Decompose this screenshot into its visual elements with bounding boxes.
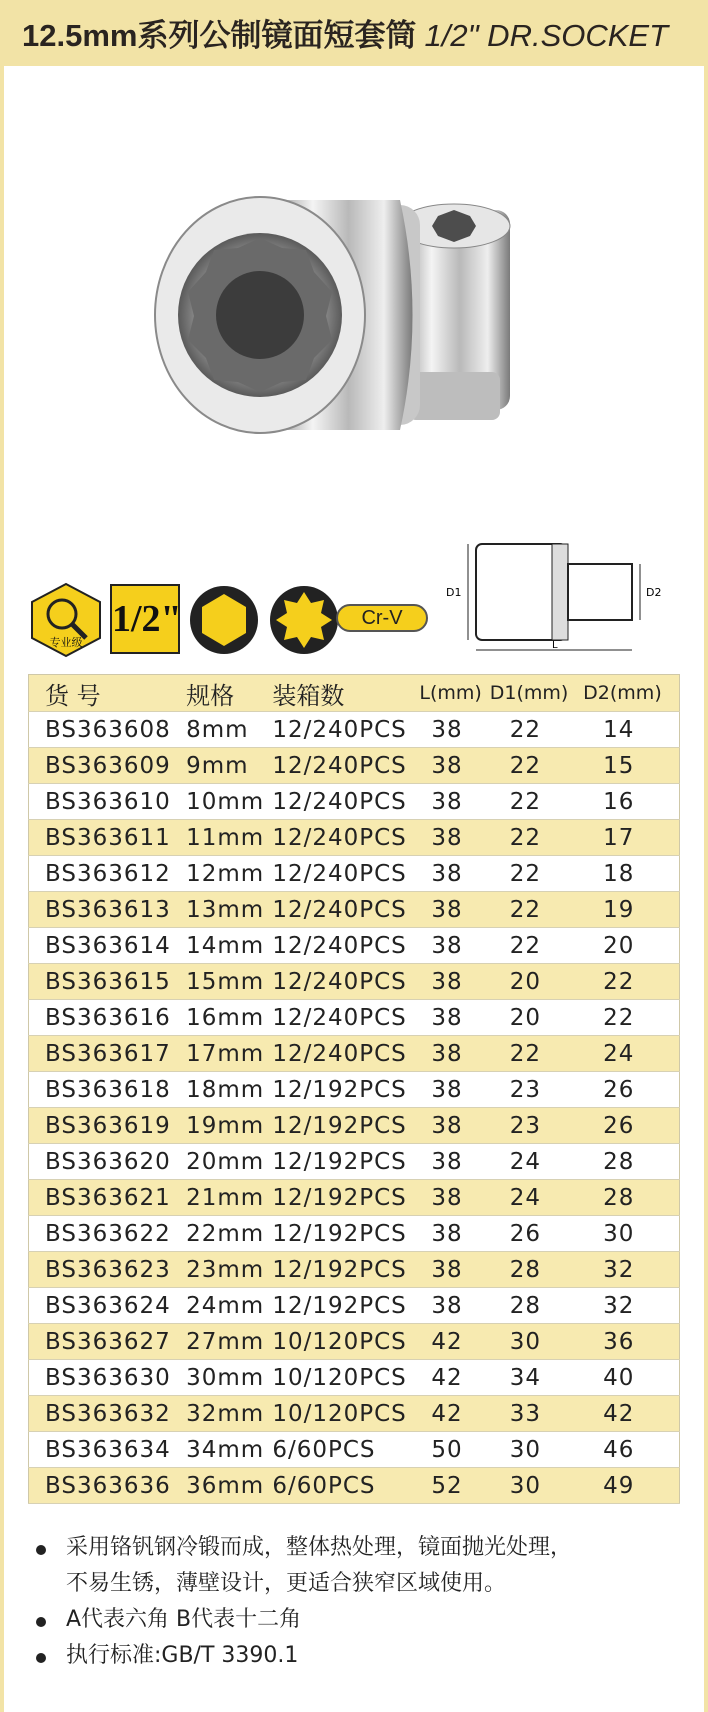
cell-packing: 12/240PCS xyxy=(272,856,419,892)
header-band xyxy=(0,0,708,66)
cell-d2: 18 xyxy=(583,856,679,892)
diagram-d2-label: D2 xyxy=(646,586,662,599)
col-header-d1: D1(mm) xyxy=(490,675,583,712)
cell-size: 36mm xyxy=(186,1468,272,1504)
cell-d2: 15 xyxy=(583,748,679,784)
cell-part-no: BS363627 xyxy=(29,1324,187,1360)
cell-l: 38 xyxy=(419,1072,489,1108)
cell-part-no: BS363617 xyxy=(29,1036,187,1072)
note-text: 执行标准:GB/T 3390.1 xyxy=(66,1643,299,1668)
table-header-row xyxy=(29,675,680,712)
table-row xyxy=(29,1180,680,1216)
cell-part-no: BS363615 xyxy=(29,964,187,1000)
cell-l: 38 xyxy=(419,1000,489,1036)
cell-l: 38 xyxy=(419,712,489,748)
cell-d2: 49 xyxy=(583,1468,679,1504)
cell-part-no: BS363614 xyxy=(29,928,187,964)
cell-size: 11mm xyxy=(186,820,272,856)
cell-d2: 16 xyxy=(583,784,679,820)
cell-part-no: BS363624 xyxy=(29,1288,187,1324)
cell-part-no: BS363613 xyxy=(29,892,187,928)
cell-size: 9mm xyxy=(186,748,272,784)
cell-d1: 22 xyxy=(490,892,583,928)
cell-part-no: BS363608 xyxy=(29,712,187,748)
note-text-continued: 不易生锈，薄壁设计，更适合狭窄区域使用。 xyxy=(66,1571,507,1596)
table-row xyxy=(29,1216,680,1252)
cell-packing: 12/240PCS xyxy=(272,712,419,748)
cell-packing: 12/240PCS xyxy=(272,748,419,784)
note-item xyxy=(36,1638,686,1674)
cell-size: 19mm xyxy=(186,1108,272,1144)
cell-l: 38 xyxy=(419,1180,489,1216)
bullet-icon xyxy=(36,1653,46,1663)
cell-part-no: BS363636 xyxy=(29,1468,187,1504)
small-socket-knurl xyxy=(408,372,500,420)
cell-size: 12mm xyxy=(186,856,272,892)
cell-size: 32mm xyxy=(186,1396,272,1432)
title-en: 1/2" DR.SOCKET xyxy=(424,18,669,53)
table-row xyxy=(29,748,680,784)
cell-size: 27mm xyxy=(186,1324,272,1360)
cell-d1: 23 xyxy=(490,1072,583,1108)
cell-l: 38 xyxy=(419,1216,489,1252)
cell-size: 21mm xyxy=(186,1180,272,1216)
cell-packing: 12/240PCS xyxy=(272,1000,419,1036)
cell-d2: 30 xyxy=(583,1216,679,1252)
cell-l: 38 xyxy=(419,1144,489,1180)
table-row xyxy=(29,1432,680,1468)
table-row xyxy=(29,1396,680,1432)
cell-size: 30mm xyxy=(186,1360,272,1396)
cell-l: 38 xyxy=(419,1288,489,1324)
notes xyxy=(36,1530,686,1674)
cell-part-no: BS363634 xyxy=(29,1432,187,1468)
cell-d2: 26 xyxy=(583,1108,679,1144)
col-header-part-no: 货 号 xyxy=(29,675,187,712)
table-row xyxy=(29,1360,680,1396)
table-row xyxy=(29,1324,680,1360)
diagram-l-label: L xyxy=(552,640,558,651)
cell-packing: 12/192PCS xyxy=(272,1288,419,1324)
cell-part-no: BS363630 xyxy=(29,1360,187,1396)
cell-d1: 22 xyxy=(490,784,583,820)
table-body xyxy=(29,712,680,1504)
cell-packing: 12/192PCS xyxy=(272,1216,419,1252)
cell-packing: 10/120PCS xyxy=(272,1324,419,1360)
cell-d2: 36 xyxy=(583,1324,679,1360)
cell-size: 18mm xyxy=(186,1072,272,1108)
cell-size: 17mm xyxy=(186,1036,272,1072)
cell-packing: 12/192PCS xyxy=(272,1108,419,1144)
note-text: 采用铬钒钢冷锻而成，整体热处理，镜面抛光处理， xyxy=(66,1535,573,1560)
cell-d1: 22 xyxy=(490,820,583,856)
cell-part-no: BS363632 xyxy=(29,1396,187,1432)
table-row xyxy=(29,1036,680,1072)
cell-part-no: BS363610 xyxy=(29,784,187,820)
cell-d1: 30 xyxy=(490,1324,583,1360)
cell-d2: 42 xyxy=(583,1396,679,1432)
table-row xyxy=(29,1144,680,1180)
note-item xyxy=(36,1602,686,1638)
table-row xyxy=(29,1252,680,1288)
cell-packing: 12/240PCS xyxy=(272,892,419,928)
cell-d1: 20 xyxy=(490,964,583,1000)
cell-packing: 12/192PCS xyxy=(272,1252,419,1288)
table-row xyxy=(29,1072,680,1108)
badge-level-label: 专业级 xyxy=(49,636,83,649)
cell-l: 38 xyxy=(419,1252,489,1288)
dimension-diagram xyxy=(440,530,680,660)
cell-packing: 12/240PCS xyxy=(272,1036,419,1072)
cell-l: 38 xyxy=(419,856,489,892)
cell-packing: 10/120PCS xyxy=(272,1360,419,1396)
col-header-packing: 装箱数 xyxy=(272,675,419,712)
cell-size: 20mm xyxy=(186,1144,272,1180)
cell-d1: 20 xyxy=(490,1000,583,1036)
cell-l: 52 xyxy=(419,1468,489,1504)
cell-part-no: BS363611 xyxy=(29,820,187,856)
cell-d1: 34 xyxy=(490,1360,583,1396)
cell-packing: 12/240PCS xyxy=(272,820,419,856)
cell-part-no: BS363616 xyxy=(29,1000,187,1036)
cell-packing: 12/240PCS xyxy=(272,964,419,1000)
col-header-d2: D2(mm) xyxy=(583,675,679,712)
table-row xyxy=(29,928,680,964)
cell-d2: 14 xyxy=(583,712,679,748)
cell-part-no: BS363609 xyxy=(29,748,187,784)
cell-d1: 33 xyxy=(490,1396,583,1432)
table-row xyxy=(29,820,680,856)
cell-packing: 6/60PCS xyxy=(272,1432,419,1468)
product-photo xyxy=(150,80,610,500)
cell-d2: 46 xyxy=(583,1432,679,1468)
cell-d2: 24 xyxy=(583,1036,679,1072)
cell-l: 50 xyxy=(419,1432,489,1468)
cell-l: 38 xyxy=(419,820,489,856)
table-row xyxy=(29,856,680,892)
diagram-drive-end xyxy=(568,564,632,620)
spec-table xyxy=(28,674,680,1504)
drive-size-badge: 1/2" xyxy=(110,584,180,654)
cell-size: 14mm xyxy=(186,928,272,964)
cell-d1: 28 xyxy=(490,1288,583,1324)
table-row xyxy=(29,892,680,928)
cell-l: 38 xyxy=(419,964,489,1000)
cell-part-no: BS363620 xyxy=(29,1144,187,1180)
cell-l: 42 xyxy=(419,1396,489,1432)
cell-l: 38 xyxy=(419,1036,489,1072)
material-badge: Cr-V xyxy=(336,604,428,632)
cell-size: 16mm xyxy=(186,1000,272,1036)
cell-size: 22mm xyxy=(186,1216,272,1252)
cell-d1: 23 xyxy=(490,1108,583,1144)
cell-l: 38 xyxy=(419,928,489,964)
cell-packing: 12/192PCS xyxy=(272,1180,419,1216)
table-row xyxy=(29,712,680,748)
cell-d1: 24 xyxy=(490,1144,583,1180)
cell-d2: 17 xyxy=(583,820,679,856)
cell-l: 38 xyxy=(419,748,489,784)
cell-d1: 22 xyxy=(490,748,583,784)
table-row xyxy=(29,1288,680,1324)
diagram-d1-label: D1 xyxy=(446,586,462,599)
cell-d2: 20 xyxy=(583,928,679,964)
cell-part-no: BS363621 xyxy=(29,1180,187,1216)
cell-l: 38 xyxy=(419,892,489,928)
cell-packing: 12/240PCS xyxy=(272,784,419,820)
cell-size: 24mm xyxy=(186,1288,272,1324)
twelve-point-icon xyxy=(268,584,340,656)
cell-l: 42 xyxy=(419,1324,489,1360)
cell-part-no: BS363618 xyxy=(29,1072,187,1108)
cell-d1: 22 xyxy=(490,856,583,892)
cell-l: 42 xyxy=(419,1360,489,1396)
cell-packing: 12/192PCS xyxy=(272,1072,419,1108)
cell-d2: 40 xyxy=(583,1360,679,1396)
large-socket-core xyxy=(216,271,304,359)
table-row xyxy=(29,1000,680,1036)
note-item xyxy=(36,1530,686,1566)
cell-d1: 24 xyxy=(490,1180,583,1216)
cell-l: 38 xyxy=(419,784,489,820)
col-header-l: L(mm) xyxy=(419,675,489,712)
diagram-knurl xyxy=(552,544,568,640)
col-header-size: 规格 xyxy=(186,675,272,712)
cell-d2: 32 xyxy=(583,1252,679,1288)
cell-d1: 28 xyxy=(490,1252,583,1288)
cell-part-no: BS363622 xyxy=(29,1216,187,1252)
table-row xyxy=(29,1108,680,1144)
table-row xyxy=(29,784,680,820)
cell-l: 38 xyxy=(419,1108,489,1144)
table-row xyxy=(29,964,680,1000)
cell-d1: 30 xyxy=(490,1468,583,1504)
hex-point-icon xyxy=(188,584,260,656)
cell-d2: 26 xyxy=(583,1072,679,1108)
professional-grade-icon xyxy=(28,582,104,658)
cell-d1: 30 xyxy=(490,1432,583,1468)
bullet-icon xyxy=(36,1545,46,1555)
cell-packing: 6/60PCS xyxy=(272,1468,419,1504)
cell-packing: 12/192PCS xyxy=(272,1144,419,1180)
cell-d1: 22 xyxy=(490,1036,583,1072)
cell-part-no: BS363619 xyxy=(29,1108,187,1144)
cell-d2: 28 xyxy=(583,1144,679,1180)
cell-d2: 28 xyxy=(583,1180,679,1216)
cell-d2: 22 xyxy=(583,1000,679,1036)
title-cn: 12.5mm系列公制镜面短套筒 xyxy=(22,18,417,53)
note-text: A代表六角 B代表十二角 xyxy=(66,1607,302,1632)
cell-size: 10mm xyxy=(186,784,272,820)
cell-size: 34mm xyxy=(186,1432,272,1468)
cell-size: 15mm xyxy=(186,964,272,1000)
table-row xyxy=(29,1468,680,1504)
cell-part-no: BS363623 xyxy=(29,1252,187,1288)
cell-packing: 12/240PCS xyxy=(272,928,419,964)
cell-size: 13mm xyxy=(186,892,272,928)
bullet-icon xyxy=(36,1617,46,1627)
page-title xyxy=(22,10,668,55)
cell-d2: 19 xyxy=(583,892,679,928)
cell-part-no: BS363612 xyxy=(29,856,187,892)
cell-d1: 22 xyxy=(490,712,583,748)
cell-d2: 32 xyxy=(583,1288,679,1324)
cell-d2: 22 xyxy=(583,964,679,1000)
cell-d1: 22 xyxy=(490,928,583,964)
cell-packing: 10/120PCS xyxy=(272,1396,419,1432)
cell-size: 23mm xyxy=(186,1252,272,1288)
cell-size: 8mm xyxy=(186,712,272,748)
cell-d1: 26 xyxy=(490,1216,583,1252)
